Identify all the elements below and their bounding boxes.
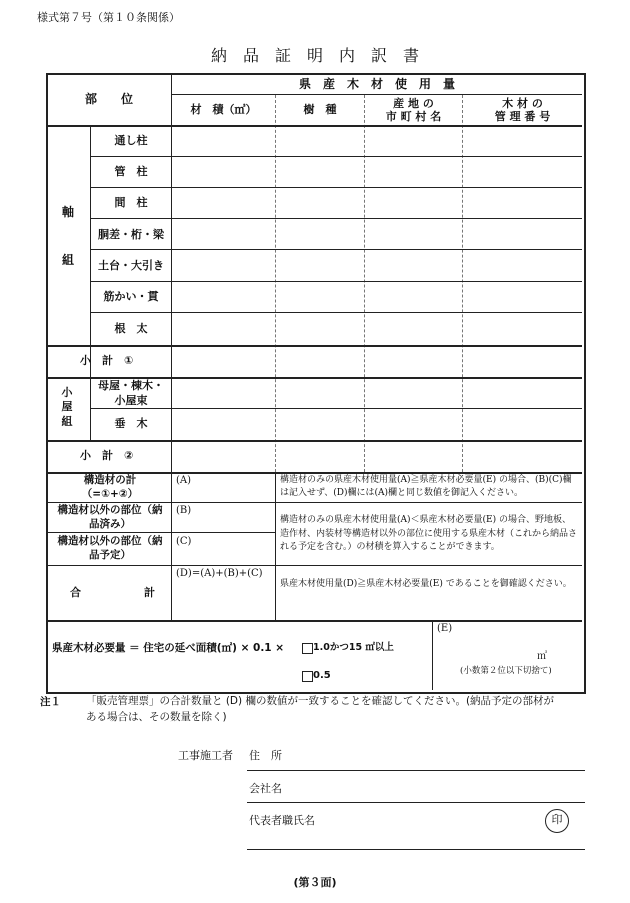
subtotal-1: 小 計 ① bbox=[80, 354, 134, 367]
koya-group-label: 小屋組 bbox=[61, 386, 73, 428]
contractor-label: 工事施工者 bbox=[178, 749, 233, 762]
koya-item: 母屋・棟木・小屋束 bbox=[98, 379, 164, 407]
header-species: 樹 種 bbox=[303, 103, 337, 116]
other-delivered-label: 構造材以外の部位（納品済み） bbox=[57, 504, 163, 531]
representative-line[interactable] bbox=[247, 849, 585, 850]
jiku-item: 土台・大引き bbox=[98, 259, 164, 272]
header-mgmt-2: 管 理 番 号 bbox=[494, 110, 551, 123]
option1-checkbox[interactable] bbox=[302, 643, 313, 654]
other-note: 構造材のみの県産木材使用量(A)＜県産木材必要量(E) の場合、野地板、造作材、内装材等構造材以外の部位に使用する県産木材（これから納品される予定を含む。）の材積を算入することができます。 bbox=[280, 515, 578, 552]
other-delivered-mark: (B) bbox=[176, 505, 192, 516]
jiku-group-char-1: 軸 bbox=[62, 205, 75, 219]
structural-note: 構造材のみの県産木材使用量(A)≧県産木材必要量(E) の場合、(B)(C)欄は記入せず、(D)欄には(A)欄と同じ数値を御記入ください。 bbox=[280, 475, 572, 499]
page-number: (第３面) bbox=[293, 876, 337, 889]
header-origin-2: 市 町 村 名 bbox=[385, 110, 442, 123]
note-label: 注１ bbox=[40, 696, 61, 708]
required-formula: 県産木材必要量 ＝ 住宅の延べ面積(㎡) × 0.1 × bbox=[52, 642, 285, 654]
unit-label: ㎥ bbox=[537, 651, 547, 662]
header-usage: 県 産 木 材 使 用 量 bbox=[298, 77, 455, 91]
header-mgmt-1: 木 材 の bbox=[502, 97, 543, 110]
jiku-item: 根 太 bbox=[114, 322, 148, 335]
jiku-item: 胴差・桁・梁 bbox=[98, 228, 164, 241]
header-volume: 材 積（㎥） bbox=[190, 103, 257, 116]
option2-checkbox[interactable] bbox=[302, 671, 313, 682]
jiku-item: 管 柱 bbox=[114, 165, 148, 178]
option1-label: 1.0かつ15 ㎡以上 bbox=[313, 642, 394, 653]
header-part: 部 位 bbox=[84, 92, 133, 106]
jiku-item: 通し柱 bbox=[114, 134, 148, 147]
form-number: 様式第７号（第１０条関係） bbox=[37, 11, 180, 24]
rounding-note: (小数第２位以下切捨て) bbox=[460, 666, 552, 676]
header-origin-1: 産 地 の bbox=[393, 97, 434, 110]
company-label: 会社名 bbox=[249, 782, 282, 795]
representative-label: 代表者職氏名 bbox=[249, 814, 315, 827]
company-line[interactable] bbox=[247, 802, 585, 803]
jiku-item: 筋かい・貫 bbox=[103, 290, 159, 303]
koya-item: 垂 木 bbox=[114, 417, 148, 430]
subtotal-2: 小 計 ② bbox=[80, 449, 134, 462]
option2-label: 0.5 bbox=[313, 670, 331, 681]
total-note: 県産木材使用量(D)≧県産木材必要量(E) であることを御確認ください。 bbox=[280, 579, 572, 589]
page-title: 納 品 証 明 内 訳 書 bbox=[210, 46, 419, 65]
total-label-2: 計 bbox=[144, 586, 155, 599]
total-formula: (D)=(A)+(B)+(C) bbox=[176, 568, 263, 579]
address-line[interactable] bbox=[247, 770, 585, 771]
other-planned-label: 構造材以外の部位（納品予定） bbox=[57, 535, 163, 562]
address-label: 住 所 bbox=[249, 749, 282, 762]
total-label-1: 合 bbox=[70, 586, 81, 599]
jiku-group-char-2: 組 bbox=[62, 253, 75, 267]
jiku-item: 間 柱 bbox=[114, 196, 148, 209]
mark-e: (E) bbox=[437, 623, 453, 634]
note-text: 「販売管理票」の合計数量と (D) 欄の数値が一致することを確認してください。(納品予定の部材がある場合は、その数量を除く) bbox=[86, 695, 555, 723]
seal-char: 印 bbox=[551, 813, 563, 826]
other-planned-mark: (C) bbox=[176, 536, 192, 547]
structural-total-label: 構造材の計（=①+②） bbox=[81, 474, 139, 501]
structural-mark: (A) bbox=[176, 475, 192, 486]
